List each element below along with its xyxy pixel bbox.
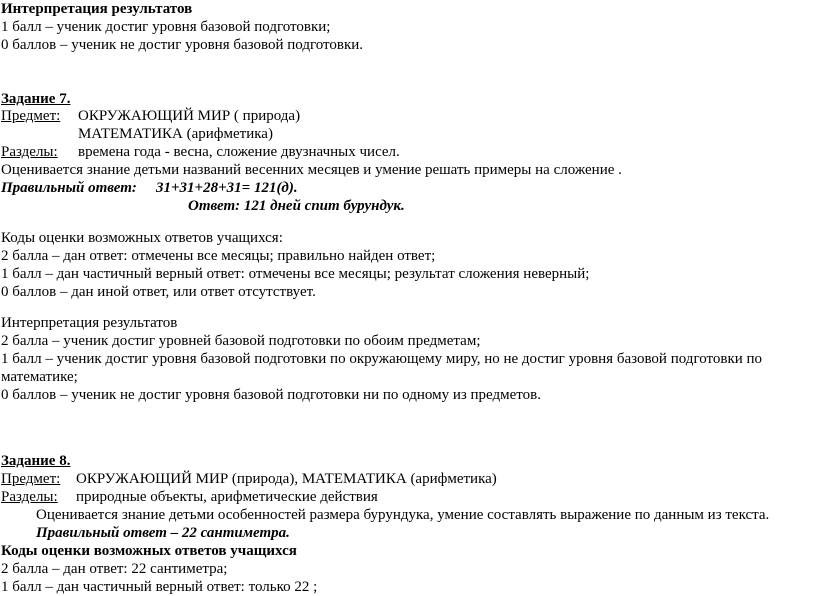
task8-sections-label: Разделы:	[1, 489, 58, 505]
task8-correct: Правильный ответ – 22 сантиметра.	[36, 525, 290, 541]
task8-code-2: 2 балла – дан ответ: 22 сантиметра;	[1, 561, 228, 577]
task7-interp-0: 0 баллов – ученик не достиг уровня базовой подготовки ни по одному из предметов.	[1, 387, 541, 403]
task7-interp-2: 2 балла – ученик достиг уровней базовой подготовки по обоим предметам;	[1, 333, 481, 349]
task7-code-1: 1 балл – дан частичный верный ответ: отмечены все месяцы; результат сложения неверный;	[1, 266, 590, 282]
task7-subject-2: МАТЕМАТИКА (арифметика)	[78, 126, 273, 142]
interpretation-1-point: 1 балл – ученик достиг уровня базовой подготовки;	[1, 19, 331, 35]
task7-interp-1b: математике;	[1, 369, 78, 385]
task8-code-1: 1 балл – дан частичный верный ответ: только 22 ;	[1, 579, 318, 595]
task7-interp-1a: 1 балл – ученик достиг уровня базовой подготовки по окружающему миру, но не достиг уровня базовой подготовки по	[1, 351, 763, 367]
task8-sections: природные объекты, арифметические действия	[76, 489, 378, 505]
task7-interp-heading: Интерпретация результатов	[1, 315, 178, 331]
task7-sections-label: Разделы:	[1, 144, 58, 160]
task8-subject-label: Предмет:	[1, 471, 61, 487]
interpretation-heading: Интерпретация результатов	[1, 1, 193, 17]
task7-code-0: 0 баллов – дан иной ответ, или ответ отсутствует.	[1, 284, 316, 300]
task8-subject: ОКРУЖАЮЩИЙ МИР (природа), МАТЕМАТИКА (арифметика)	[76, 471, 497, 487]
interpretation-0-points: 0 баллов – ученик не достиг уровня базовой подготовки.	[1, 37, 364, 53]
task8-title: Задание 8.	[1, 453, 71, 469]
task7-answer: Ответ: 121 дней спит бурундук.	[188, 198, 405, 214]
task7-title: Задание 7.	[1, 91, 71, 107]
task7-subject-1: ОКРУЖАЮЩИЙ МИР ( природа)	[78, 108, 301, 124]
task7-correct-label: Правильный ответ:	[1, 180, 137, 196]
task7-subject-label: Предмет:	[1, 108, 61, 124]
task7-sections: времена года - весна, сложение двузначных чисел.	[78, 144, 400, 160]
task8-evaluates: Оценивается знание детьми особенностей размера бурундука, умение составлять выражение по данным из текста.	[36, 507, 770, 523]
task7-correct-expression: 31+31+28+31= 121(д).	[156, 180, 298, 196]
task7-code-2: 2 балла – дан ответ: отмечены все месяцы; правильно найден ответ;	[1, 248, 436, 264]
task8-codes-heading: Коды оценки возможных ответов учащихся	[1, 543, 297, 559]
task7-evaluates: Оценивается знание детьми названий весенних месяцев и умение решать примеры на сложение .	[1, 162, 622, 178]
task7-codes-heading: Коды оценки возможных ответов учащихся:	[1, 230, 283, 246]
